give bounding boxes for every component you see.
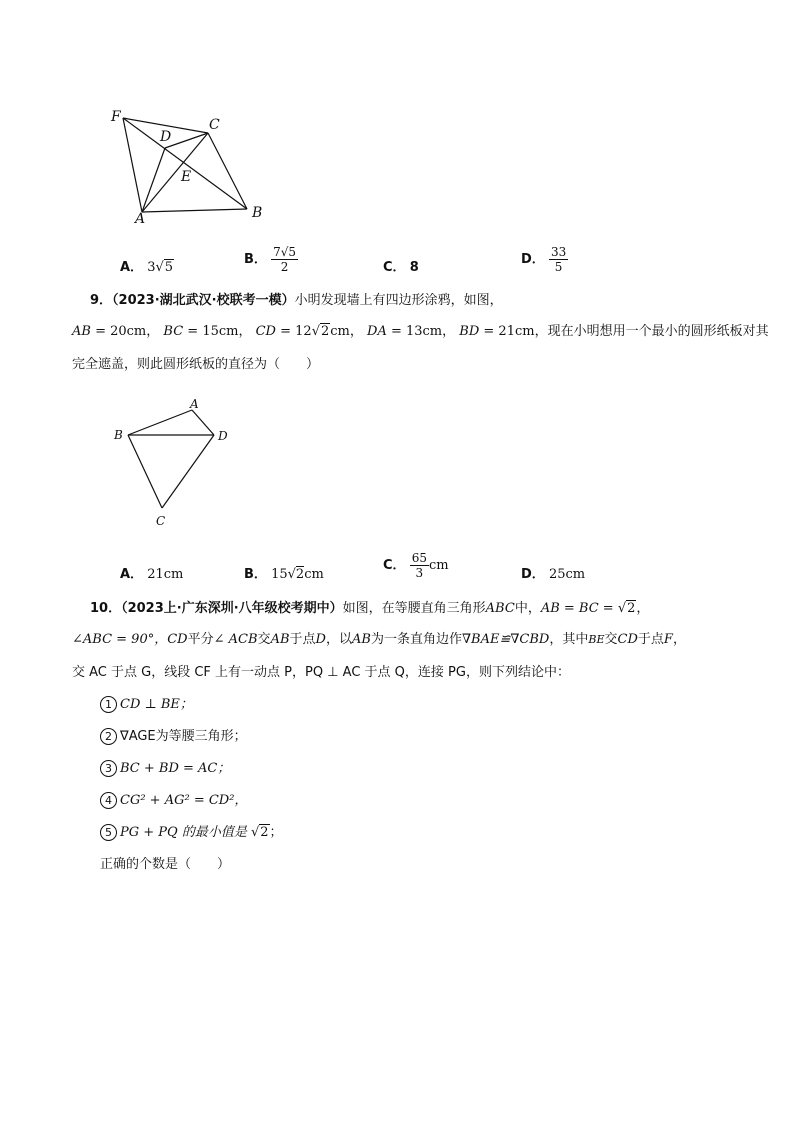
q9-line-3: 完全遮盖，则此圆形纸板的直径为（ ）: [72, 357, 320, 372]
q9-option-a[interactable]: [120, 563, 183, 582]
label-f: F: [111, 109, 121, 125]
q8-option-c[interactable]: [383, 256, 419, 275]
option-label: B．: [244, 567, 267, 582]
figure-quadrilateral-abcd: [110, 398, 240, 530]
label-c: C: [209, 117, 220, 133]
q10-line-2: ∠ABC = 90°，CD平分∠ ACB交AB于点D，以AB为一条直角边作∇BAE≌∇CBD，其中BE交CD于点F，: [72, 632, 686, 647]
label-e: E: [181, 169, 192, 185]
segment-bc: [128, 435, 162, 508]
q8-option-d[interactable]: [521, 245, 568, 274]
segment-fb: [123, 118, 247, 209]
segment-cb: [208, 133, 247, 209]
option-value: $\frac{33}{5}$: [550, 245, 567, 274]
label-b: B: [114, 428, 123, 442]
option-label: A．: [120, 567, 144, 582]
label-d: D: [160, 129, 172, 145]
q9-number: 9．: [90, 293, 113, 308]
statement-number: 4: [100, 792, 117, 809]
label-a: A: [135, 211, 146, 225]
option-value: 3√5: [147, 260, 174, 275]
option-value: 21cm: [147, 567, 184, 582]
segment-af: [123, 118, 142, 212]
option-label: B．: [244, 252, 267, 267]
q9-line-2: AB = 20cm， BC = 15cm， CD = 12√2cm， DA = 13cm， BD = 21cm，现在小明想用一个最小的圆形纸板对其: [72, 324, 769, 339]
q10-statement-1: 1 CD ⊥ BE；: [100, 694, 193, 716]
figure-quadrilateral-fcab: [105, 105, 275, 225]
label-b: B: [252, 205, 263, 221]
q9-option-d[interactable]: [521, 563, 585, 582]
segment-ad: [192, 410, 214, 435]
option-label: D．: [521, 252, 545, 267]
segment-ab: [128, 410, 192, 435]
q9-option-c[interactable]: C． $\frac{65}{3}$ cm: [383, 551, 449, 580]
option-label: A．: [120, 260, 144, 275]
q10-source: （2023上·广东深圳·八年级校考期中）: [121, 601, 343, 616]
q10-statement-2: 2 ∇AGE为等腰三角形；: [100, 726, 247, 748]
segment-ad: [142, 148, 165, 212]
option-value: $\frac{7√5}{2}$: [273, 245, 296, 274]
q9-option-b[interactable]: [244, 563, 324, 582]
q10-line-3: 交 AC 于点 G，线段 CF 上有一动点 P，PQ ⊥ AC 于点 Q，连接 PG，则下列结论中：: [72, 665, 570, 680]
q8-option-a[interactable]: [120, 256, 174, 275]
q9-source: （2023·湖北武汉·校联考一模）: [112, 293, 295, 308]
q8-option-b[interactable]: [244, 245, 298, 274]
option-value: $\frac{65}{3}$: [411, 551, 427, 580]
option-value: 8: [409, 260, 419, 275]
statement-number: 2: [100, 728, 117, 745]
label-c: C: [156, 514, 166, 528]
label-a: A: [190, 398, 199, 411]
option-label: C．: [383, 260, 406, 275]
q10-statement-3: 3 BC + BD = AC；: [100, 758, 230, 780]
option-value: 15√2cm: [271, 567, 324, 582]
option-label: D．: [521, 567, 545, 582]
q9-line-1: 9．（2023·湖北武汉·校联考一模）小明发现墙上有四边形涂鸦，如图，: [90, 293, 503, 308]
option-label: C．: [383, 558, 406, 573]
statement-number: 3: [100, 760, 117, 777]
q10-line-1: 10．（2023上·广东深圳·八年级校考期中）如图，在等腰直角三角形ABC中，AB = BC = √2，: [90, 601, 650, 616]
segment-ba: [142, 209, 247, 212]
label-d: D: [218, 429, 228, 443]
q10-statement-4: 4 CG² + AG² = CD²，: [100, 790, 247, 812]
q10-statement-5: 5 PG + PQ 的最小值是 √2；: [100, 822, 283, 844]
segment-cd: [162, 435, 214, 508]
statement-number: 1: [100, 696, 117, 713]
statement-number: 5: [100, 824, 117, 841]
q10-final-question: 正确的个数是（ ）: [100, 857, 231, 872]
q10-number: 10．: [90, 601, 122, 616]
option-value: 25cm: [548, 567, 586, 582]
